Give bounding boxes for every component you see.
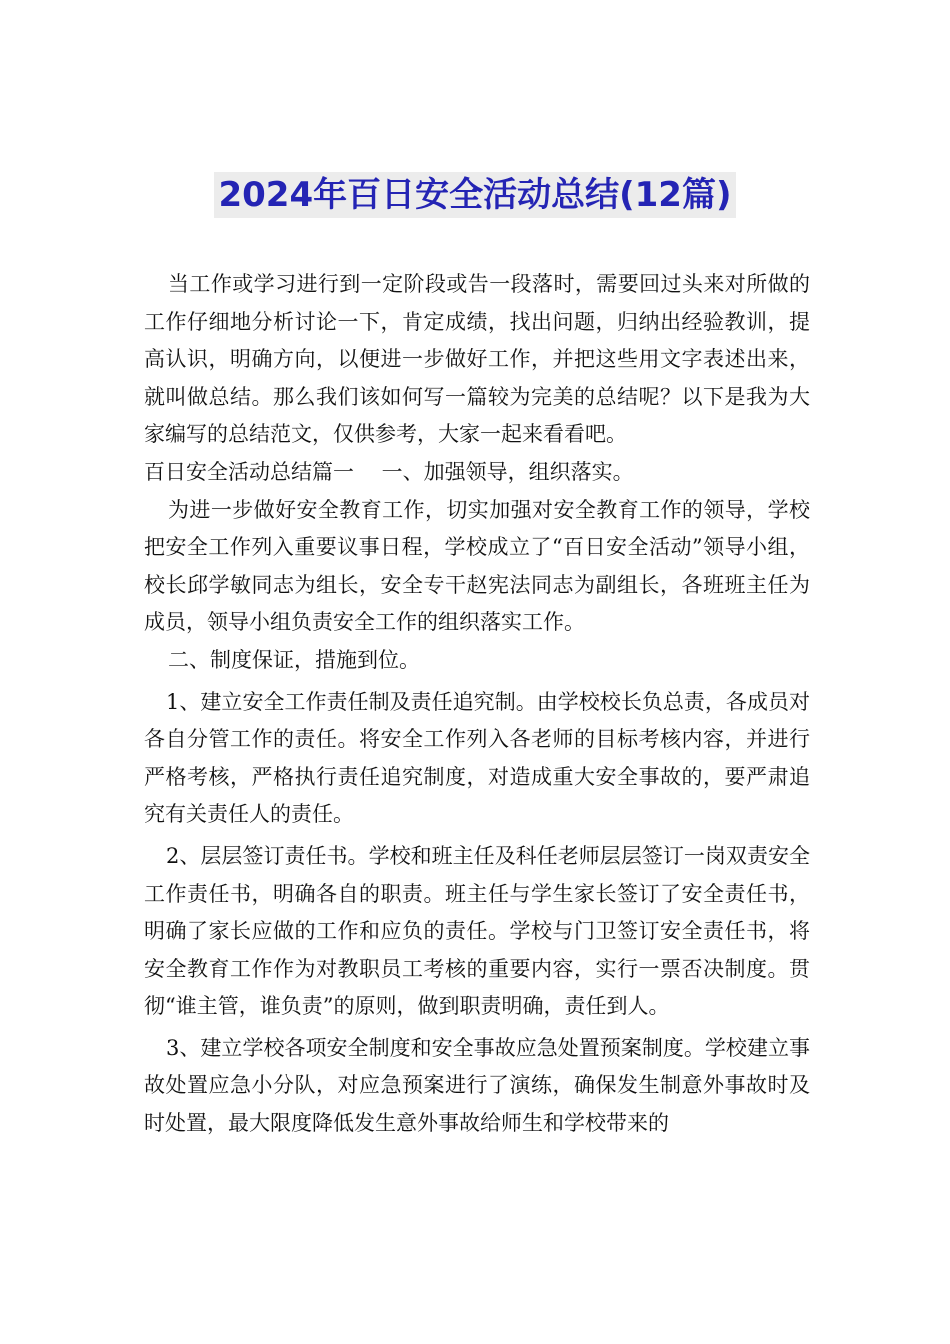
section-1-paragraph: 为进一步做好安全教育工作，切实加强对安全教育工作的领导，学校把安全工作列入重要议事日程，学校成立了“百日安全活动”领导小组，校长邱学敏同志为组长，安全专干赵宪法同志为副组长，各班班主任为成员，领导小组负责安全工作的组织落实工作。	[144, 497, 810, 635]
title-wrap	[0, 172, 950, 218]
section-heading-1: 百日安全活动总结篇一 一、加强领导，组织落实。	[144, 459, 634, 484]
item-2-paragraph: 2、层层签订责任书。学校和班主任及科任老师层层签订一岗双责安全工作责任书，明确各自的职责。班主任与学生家长签订了安全责任书，明确了家长应做的工作和应负的责任。学校与门卫签订安全责任书，将安全教育工作作为对教职员工考核的重要内容，实行一票否决制度。贯彻“谁主管，谁负责”的原则，做到职责明确，责任到人。	[144, 843, 810, 1019]
item-3-paragraph: 3、建立学校各项安全制度和安全事故应急处置预案制度。学校建立事故处置应急小分队，对应急预案进行了演练，确保发生制意外事故时及时处置，最大限度降低发生意外事故给师生和学校带来的	[144, 1035, 810, 1136]
document-title: 2024年百日安全活动总结(12篇)	[214, 172, 735, 218]
item-1-paragraph: 1、建立安全工作责任制及责任追究制。由学校校长负总责，各成员对各自分管工作的责任。将安全工作列入各老师的目标考核内容，并进行严格考核，严格执行责任追究制度，对造成重大安全事故的，要严肃追究有关责任人的责任。	[144, 689, 810, 827]
document-body	[144, 266, 810, 1143]
intro-paragraph: 当工作或学习进行到一定阶段或告一段落时，需要回过头来对所做的工作仔细地分析讨论一下，肯定成绩，找出问题，归纳出经验教训，提高认识，明确方向，以便进一步做好工作，并把这些用文字表述出来，就叫做总结。那么我们该如何写一篇较为完美的总结呢？以下是我为大家编写的总结范文，仅供参考，大家一起来看看吧。	[144, 272, 810, 447]
section-heading-2: 二、制度保证，措施到位。	[168, 647, 420, 672]
